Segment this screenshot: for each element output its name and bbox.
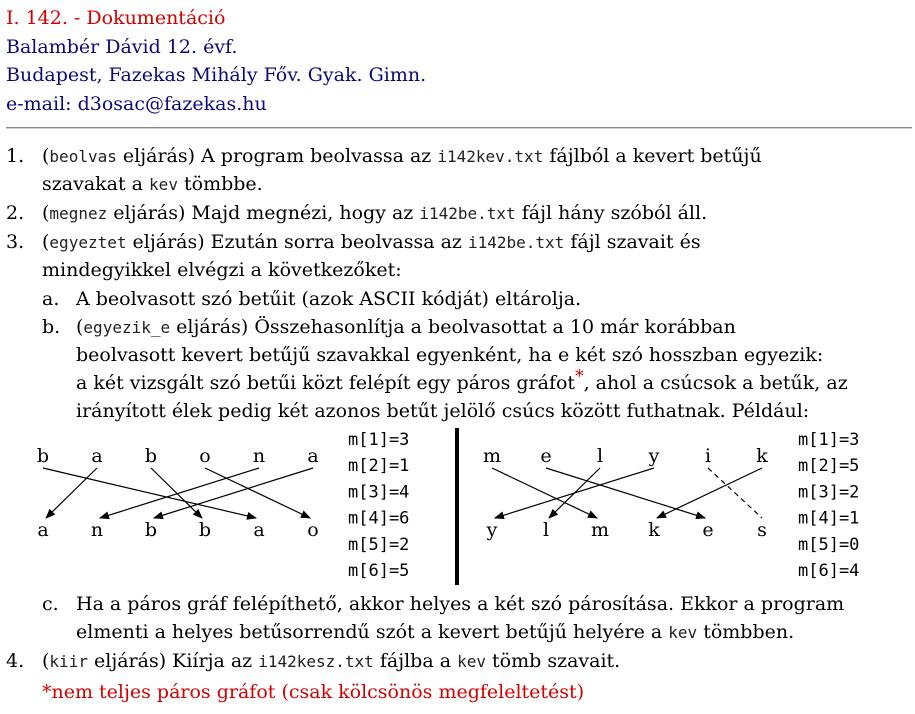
code-name: beolvas [49,147,117,166]
right-graph-match-value: m[6]=4 [798,561,860,581]
list-item: (egyeztet eljárás) Ezután sorra beolvassa az i142be.txt fájl szavait és [42,231,701,253]
code-name: kev [457,652,486,671]
footnote-marker: * [575,366,584,387]
left-graph-match-value: m[5]=2 [348,534,410,555]
right-graph-top-node: m [482,445,502,467]
code-name: i142be.txt [419,204,516,223]
subitem: Ha a páros gráf felépíthető, akkor helyes a két szó párosítása. Ekkor a program [76,593,845,615]
list-item: (kiir eljárás) Kiírja az i142kesz.txt fájlba a kev tömb szavait. [42,650,621,672]
left-graph-bottom-node: o [307,519,319,541]
right-graph-top-node: l [596,445,604,467]
left-graph-edge [43,468,256,518]
subitem-letter: a. [42,288,60,310]
item-number: 2. [6,202,25,224]
subitem: (egyezik_e eljárás) Összehasonlítja a beolvasottat a 10 már korábban [76,316,736,338]
school-line: Budapest, Fazekas Mihály Főv. Gyak. Gimn. [6,64,427,86]
subitem-letter: b. [42,316,61,338]
left-graph-bottom-node: b [144,519,158,541]
left-graph-bottom-node: a [253,519,265,541]
right-graph-top-node: y [648,445,660,467]
item-number: 4. [6,650,25,672]
left-graph-edge [205,468,310,518]
list-item-continued: mindegyikkel elvégzi a következőket: [42,259,402,281]
right-graph-dashed-edge [708,468,762,518]
right-graph-edge [492,468,597,518]
code-name: kev [149,175,178,194]
subitem-continued: irányított élek pedig két azonos betűt jelölő csúcs között futhatnak. Például: [76,400,810,422]
right-graph-match-value: m[4]=1 [798,508,860,529]
right-graph-match-value: m[1]=3 [798,430,860,450]
subitem-letter: c. [42,593,59,615]
subitem-continued: a két vizsgált szó betűi közt felépít egy páros gráfot*, ahol a csúcsok a betűk, az [76,366,848,394]
left-graph-top-node: b [144,445,158,467]
left-graph-bottom-node: a [37,519,49,541]
right-graph-bottom-node: y [486,519,498,541]
right-graph-top-node: k [756,445,768,467]
right-graph-top-node: i [704,445,712,467]
list-item: (megnez eljárás) Majd megnézi, hogy az i142be.txt fájl hány szóból áll. [42,202,708,224]
code-name: i142kesz.txt [258,652,374,671]
list-item: (beolvas eljárás) A program beolvassa az i142kev.txt fájlból a kevert betűjű [42,145,762,167]
left-graph-match-value: m[2]=1 [348,456,410,477]
left-graph-top-node: a [307,445,319,467]
subitem-continued: elmenti a helyes betűsorrendű szót a kevert betűjű helyére a kev tömbben. [76,621,795,643]
right-graph-bottom-node: e [702,519,714,541]
right-graph-match-value: m[5]=0 [798,534,860,555]
left-graph-bottom-node: b [198,519,212,541]
item-number: 3. [6,231,25,253]
left-graph-match-value: m[1]=3 [348,430,410,450]
right-graph-edge [657,468,762,518]
code-name: egyeztet [49,233,127,252]
email-line: e-mail: d3osac@fazekas.hu [6,92,267,115]
right-graph-bottom-node: k [648,519,660,541]
right-graph-edge [546,468,705,518]
subitem-continued: beolvasott kevert betűjű szavakkal egyenként, ha e két szó hosszban egyezik: [76,344,824,366]
right-graph-edge [495,468,654,518]
left-graph-top-node: n [252,445,266,467]
left-graph-top-node: o [199,445,211,467]
left-graph-edge [46,468,97,518]
code-name: egyezik_e [83,318,171,337]
code-name: i142kev.txt [437,147,544,166]
left-graph-match-value: m[3]=4 [348,482,410,503]
right-graph-bottom-node: l [542,519,550,541]
right-graph-match-value: m[2]=5 [798,456,860,477]
right-graph-match-value: m[3]=2 [798,482,860,503]
code-name: i142be.txt [467,233,565,252]
right-graph-bottom-node: s [757,519,767,541]
code-name: megnez [49,204,108,223]
subitem: A beolvasott szó betűit (azok ASCII kódját) eltárolja. [76,288,582,310]
left-graph-top-node: b [36,445,50,467]
author-line: Balambér Dávid 12. évf. [6,35,238,58]
left-graph-match-value: m[6]=5 [348,561,410,581]
code-name: kev [668,623,698,642]
code-name: kiir [49,652,88,671]
right-graph-top-node: e [540,445,552,467]
left-graph-bottom-node: n [90,519,104,541]
list-item-continued: szavakat a kev tömbbe. [42,173,263,195]
left-graph-match-value: m[4]=6 [348,508,410,529]
right-graph-bottom-node: m [590,519,610,541]
document-title: I. 142. - Dokumentáció [6,7,226,29]
footnote: *nem teljes páros gráfot (csak kölcsönös megfeleltetést) [42,681,585,703]
left-graph-top-node: a [91,445,103,467]
item-number: 1. [6,145,25,167]
